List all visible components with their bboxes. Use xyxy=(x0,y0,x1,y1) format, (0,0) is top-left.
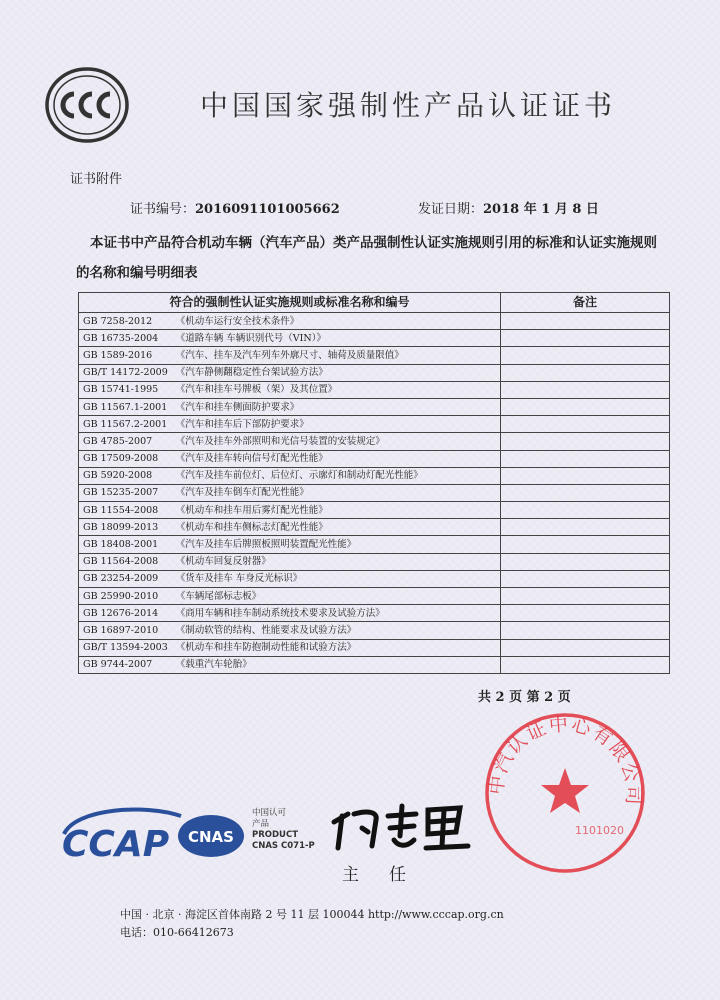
standard-code: GB 23254-2009 xyxy=(79,570,172,587)
official-seal-icon xyxy=(480,708,650,878)
signature-icon xyxy=(328,796,478,856)
table-row xyxy=(79,519,670,536)
standard-code: GB/T 14172-2009 xyxy=(79,364,172,381)
remark-cell xyxy=(501,588,670,605)
standard-code: GB 11554-2008 xyxy=(79,502,172,519)
standard-code: GB 12676-2014 xyxy=(79,605,172,622)
svg-text:中汽认证中心有限公司: 中汽认证中心有限公司 xyxy=(485,713,645,808)
standard-name: 《汽车及挂车倒车灯配光性能》 xyxy=(172,484,501,501)
standard-code: GB/T 13594-2003 xyxy=(79,639,172,656)
standard-code: GB 9744-2007 xyxy=(79,656,172,673)
remark-cell xyxy=(501,484,670,501)
standard-name: 《汽车及挂车转向信号灯配光性能》 xyxy=(172,450,501,467)
table-row xyxy=(79,381,670,398)
remark-cell xyxy=(501,502,670,519)
standard-name: 《汽车及挂车外部照明和光信号装置的安装规定》 xyxy=(172,433,501,450)
page-title: 中国国家强制性产品认证证书 xyxy=(200,89,617,122)
table-row xyxy=(79,502,670,519)
table-row xyxy=(79,364,670,381)
standard-code: GB 1589-2016 xyxy=(79,347,172,364)
table-row xyxy=(79,622,670,639)
standard-name: 《制动软管的结构、性能要求及试验方法》 xyxy=(172,622,501,639)
remark-cell xyxy=(501,553,670,570)
remark-cell xyxy=(501,622,670,639)
standard-name: 《机动车和挂车用后雾灯配光性能》 xyxy=(172,502,501,519)
standard-code: GB 16735-2004 xyxy=(79,330,172,347)
remark-cell xyxy=(501,570,670,587)
table-row xyxy=(79,656,670,673)
table-row xyxy=(79,605,670,622)
table-row xyxy=(79,330,670,347)
column-header-standards: 符合的强制性认证实施规则或标准名称和编号 xyxy=(79,293,501,313)
remark-cell xyxy=(501,364,670,381)
standard-name: 《商用车辆和挂车制动系统技术要求及试验方法》 xyxy=(172,605,501,622)
standard-name: 《机动车运行安全技术条件》 xyxy=(172,313,501,330)
standard-name: 《汽车、挂车及汽车列车外廓尺寸、轴荷及质量限值》 xyxy=(172,347,501,364)
standard-code: GB 7258-2012 xyxy=(79,313,172,330)
footer-address: 中国 · 北京 · 海淀区首体南路 2 号 11 层 100044 http://www.cccap.org.cn xyxy=(120,908,504,921)
table-row xyxy=(79,398,670,415)
table-row xyxy=(79,536,670,553)
remark-cell xyxy=(501,519,670,536)
remark-cell xyxy=(501,605,670,622)
standard-name: 《汽车静侧翻稳定性台架试验方法》 xyxy=(172,364,501,381)
standard-name: 《汽车及挂车前位灯、后位灯、示廓灯和制动灯配光性能》 xyxy=(172,467,501,484)
ccap-logo-icon xyxy=(56,804,186,862)
standard-code: GB 11567.2-2001 xyxy=(79,416,172,433)
standard-name: 《货车及挂车 车身反光标识》 xyxy=(172,570,501,587)
standard-code: GB 15741-1995 xyxy=(79,381,172,398)
standard-code: GB 18099-2013 xyxy=(79,519,172,536)
standard-code: GB 18408-2001 xyxy=(79,536,172,553)
table-row xyxy=(79,433,670,450)
table-header-row xyxy=(79,293,670,313)
column-header-remarks: 备注 xyxy=(501,293,670,313)
standard-name: 《机动车回复反射器》 xyxy=(172,553,501,570)
director-title: 主任 xyxy=(342,865,436,885)
issue-date: 发证日期：2018 年 1 月 8 日 xyxy=(418,202,599,217)
table-row xyxy=(79,553,670,570)
standard-name: 《汽车及挂车后牌照板照明装置配光性能》 xyxy=(172,536,501,553)
standard-name: 《汽车和挂车后下部防护要求》 xyxy=(172,416,501,433)
remark-cell xyxy=(501,639,670,656)
table-row xyxy=(79,570,670,587)
table-row xyxy=(79,588,670,605)
remark-cell xyxy=(501,536,670,553)
table-row xyxy=(79,313,670,330)
standard-code: GB 15235-2007 xyxy=(79,484,172,501)
standard-name: 《车辆尾部标志板》 xyxy=(172,588,501,605)
remark-cell xyxy=(501,313,670,330)
remark-cell xyxy=(501,433,670,450)
certificate-number: 证书编号：2016091101005662 xyxy=(130,202,340,217)
remark-cell xyxy=(501,467,670,484)
table-row xyxy=(79,484,670,501)
standard-name: 《道路车辆 车辆识别代号（VIN）》 xyxy=(172,330,501,347)
intro-paragraph: 本证书中产品符合机动车辆（汽车产品）类产品强制性认证实施规则引用的标准和认证实施规则的名称和编号明细表 xyxy=(76,235,657,281)
remark-cell xyxy=(501,416,670,433)
svg-text:CNAS: CNAS xyxy=(188,828,234,846)
standard-code: GB 17509-2008 xyxy=(79,450,172,467)
svg-text:1101020: 1101020 xyxy=(575,824,624,837)
table-row xyxy=(79,467,670,484)
standard-code: GB 5920-2008 xyxy=(79,467,172,484)
footer-phone: 电话：010-66412673 xyxy=(120,926,234,939)
standard-name: 《载重汽车轮胎》 xyxy=(172,656,501,673)
standards-table xyxy=(78,292,670,674)
standard-code: GB 4785-2007 xyxy=(79,433,172,450)
standard-name: 《机动车和挂车侧标志灯配光性能》 xyxy=(172,519,501,536)
standard-code: GB 11567.1-2001 xyxy=(79,398,172,415)
table-row xyxy=(79,416,670,433)
svg-text:CCAP: CCAP xyxy=(62,824,170,862)
attachment-label: 证书附件 xyxy=(70,172,123,187)
table-row xyxy=(79,347,670,364)
standard-name: 《汽车和挂车侧面防护要求》 xyxy=(172,398,501,415)
remark-cell xyxy=(501,381,670,398)
remark-cell xyxy=(501,347,670,364)
page-count: 共 2 页 第 2 页 xyxy=(478,690,571,705)
standard-code: GB 11564-2008 xyxy=(79,553,172,570)
remark-cell xyxy=(501,450,670,467)
standard-name: 《机动车和挂车防抱制动性能和试验方法》 xyxy=(172,639,501,656)
standard-name: 《汽车和挂车号牌板（架）及其位置》 xyxy=(172,381,501,398)
remark-cell xyxy=(501,330,670,347)
remark-cell xyxy=(501,656,670,673)
table-row xyxy=(79,639,670,656)
ccc-logo-icon xyxy=(44,66,130,144)
table-row xyxy=(79,450,670,467)
cnas-accreditation-text: 中国认可 产品 PRODUCT CNAS C071-P xyxy=(252,808,315,851)
standard-code: GB 25990-2010 xyxy=(79,588,172,605)
standard-code: GB 16897-2010 xyxy=(79,622,172,639)
cnas-logo-icon xyxy=(176,812,246,860)
remark-cell xyxy=(501,398,670,415)
